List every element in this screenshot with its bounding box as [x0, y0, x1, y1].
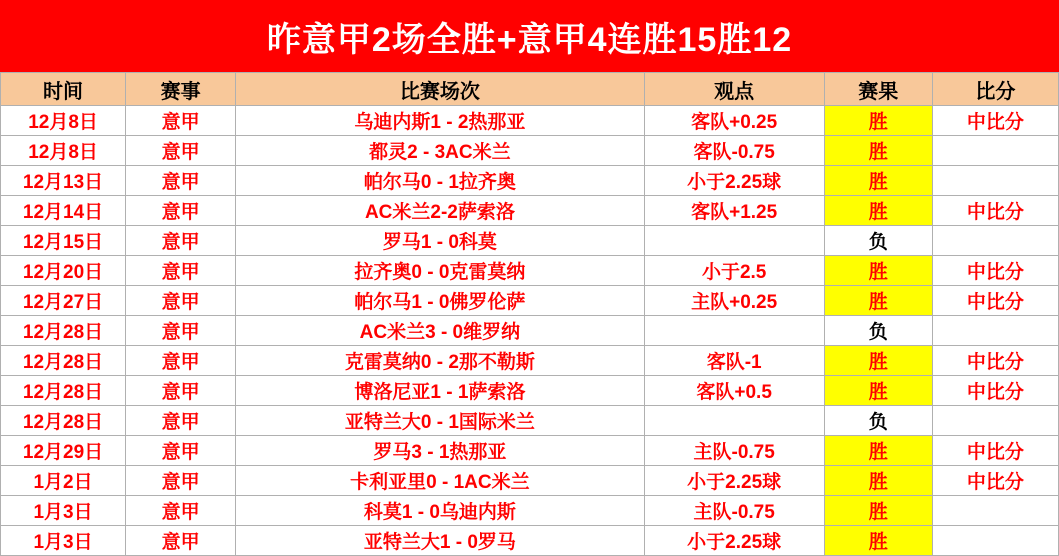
table-row — [1, 496, 1059, 526]
cell-result: 胜 — [824, 526, 932, 556]
table-row — [1, 226, 1059, 256]
cell-score: 中比分 — [932, 196, 1058, 226]
table-row — [1, 286, 1059, 316]
column-header-match: 比赛场次 — [236, 73, 644, 106]
cell-time: 12月29日 — [1, 436, 126, 466]
cell-score — [932, 496, 1058, 526]
cell-view: 客队+0.5 — [644, 376, 824, 406]
cell-view: 小于2.25球 — [644, 466, 824, 496]
cell-score: 中比分 — [932, 256, 1058, 286]
cell-time: 12月8日 — [1, 136, 126, 166]
cell-view: 客队-0.75 — [644, 136, 824, 166]
cell-score: 中比分 — [932, 286, 1058, 316]
cell-result: 胜 — [824, 346, 932, 376]
cell-view: 小于2.25球 — [644, 166, 824, 196]
cell-score: 中比分 — [932, 436, 1058, 466]
cell-score — [932, 136, 1058, 166]
table-row — [1, 526, 1059, 556]
cell-league: 意甲 — [126, 496, 236, 526]
cell-view: 小于2.25球 — [644, 526, 824, 556]
table-row — [1, 466, 1059, 496]
cell-result: 胜 — [824, 466, 932, 496]
cell-result: 胜 — [824, 286, 932, 316]
cell-league: 意甲 — [126, 316, 236, 346]
cell-match: 罗马3 - 1热那亚 — [236, 436, 644, 466]
cell-result: 胜 — [824, 166, 932, 196]
cell-league: 意甲 — [126, 346, 236, 376]
cell-league: 意甲 — [126, 286, 236, 316]
cell-score: 中比分 — [932, 346, 1058, 376]
cell-league: 意甲 — [126, 256, 236, 286]
cell-score: 中比分 — [932, 376, 1058, 406]
column-header-view: 观点 — [644, 73, 824, 106]
cell-match: 乌迪内斯1 - 2热那亚 — [236, 106, 644, 136]
cell-league: 意甲 — [126, 436, 236, 466]
cell-score — [932, 226, 1058, 256]
table-row — [1, 136, 1059, 166]
cell-league: 意甲 — [126, 526, 236, 556]
table-row — [1, 436, 1059, 466]
column-header-result: 赛果 — [824, 73, 932, 106]
table-header-row — [1, 73, 1059, 106]
cell-view: 客队-1 — [644, 346, 824, 376]
cell-result: 胜 — [824, 196, 932, 226]
cell-score: 中比分 — [932, 466, 1058, 496]
cell-view: 小于2.5 — [644, 256, 824, 286]
cell-match: AC米兰3 - 0维罗纳 — [236, 316, 644, 346]
cell-league: 意甲 — [126, 106, 236, 136]
cell-time: 12月28日 — [1, 346, 126, 376]
cell-time: 1月3日 — [1, 526, 126, 556]
cell-match: AC米兰2-2萨索洛 — [236, 196, 644, 226]
cell-score — [932, 166, 1058, 196]
cell-league: 意甲 — [126, 196, 236, 226]
cell-time: 12月28日 — [1, 316, 126, 346]
cell-match: 罗马1 - 0科莫 — [236, 226, 644, 256]
cell-view: 客队+0.25 — [644, 106, 824, 136]
table-row — [1, 166, 1059, 196]
cell-league: 意甲 — [126, 466, 236, 496]
cell-league: 意甲 — [126, 166, 236, 196]
table-row — [1, 376, 1059, 406]
cell-time: 12月20日 — [1, 256, 126, 286]
cell-result: 负 — [824, 316, 932, 346]
cell-match: 克雷莫纳0 - 2那不勒斯 — [236, 346, 644, 376]
cell-result: 胜 — [824, 256, 932, 286]
table-header — [1, 73, 1059, 106]
cell-view: 主队-0.75 — [644, 436, 824, 466]
cell-match: 亚特兰大0 - 1国际米兰 — [236, 406, 644, 436]
cell-time: 12月28日 — [1, 406, 126, 436]
cell-match: 亚特兰大1 - 0罗马 — [236, 526, 644, 556]
cell-time: 12月8日 — [1, 106, 126, 136]
cell-view — [644, 316, 824, 346]
cell-view — [644, 406, 824, 436]
cell-result: 胜 — [824, 136, 932, 166]
table-body — [1, 106, 1059, 556]
table-row — [1, 256, 1059, 286]
cell-match: 帕尔马0 - 1拉齐奥 — [236, 166, 644, 196]
cell-match: 都灵2 - 3AC米兰 — [236, 136, 644, 166]
cell-result: 胜 — [824, 436, 932, 466]
cell-result: 负 — [824, 226, 932, 256]
cell-time: 1月3日 — [1, 496, 126, 526]
cell-time: 12月13日 — [1, 166, 126, 196]
cell-score — [932, 316, 1058, 346]
table-row — [1, 316, 1059, 346]
cell-time: 12月15日 — [1, 226, 126, 256]
cell-match: 卡利亚里0 - 1AC米兰 — [236, 466, 644, 496]
cell-view: 主队-0.75 — [644, 496, 824, 526]
table-row — [1, 346, 1059, 376]
title-banner — [0, 0, 1059, 72]
cell-time: 12月27日 — [1, 286, 126, 316]
cell-match: 科莫1 - 0乌迪内斯 — [236, 496, 644, 526]
cell-view: 主队+0.25 — [644, 286, 824, 316]
column-header-score: 比分 — [932, 73, 1058, 106]
cell-match: 帕尔马1 - 0佛罗伦萨 — [236, 286, 644, 316]
column-header-time: 时间 — [1, 73, 126, 106]
cell-result: 胜 — [824, 376, 932, 406]
fixtures-table — [0, 72, 1059, 556]
cell-score — [932, 406, 1058, 436]
page-title: 昨意甲2场全胜+意甲4连胜15胜12 — [266, 20, 793, 59]
cell-match: 拉齐奥0 - 0克雷莫纳 — [236, 256, 644, 286]
cell-league: 意甲 — [126, 226, 236, 256]
cell-view — [644, 226, 824, 256]
cell-time: 12月14日 — [1, 196, 126, 226]
cell-league: 意甲 — [126, 406, 236, 436]
cell-result: 胜 — [824, 106, 932, 136]
cell-time: 1月2日 — [1, 466, 126, 496]
table-row — [1, 406, 1059, 436]
table-row — [1, 196, 1059, 226]
cell-match: 博洛尼亚1 - 1萨索洛 — [236, 376, 644, 406]
cell-result: 负 — [824, 406, 932, 436]
cell-view: 客队+1.25 — [644, 196, 824, 226]
cell-score — [932, 526, 1058, 556]
cell-time: 12月28日 — [1, 376, 126, 406]
cell-result: 胜 — [824, 496, 932, 526]
cell-league: 意甲 — [126, 136, 236, 166]
cell-score: 中比分 — [932, 106, 1058, 136]
table-row — [1, 106, 1059, 136]
column-header-league: 赛事 — [126, 73, 236, 106]
cell-league: 意甲 — [126, 376, 236, 406]
